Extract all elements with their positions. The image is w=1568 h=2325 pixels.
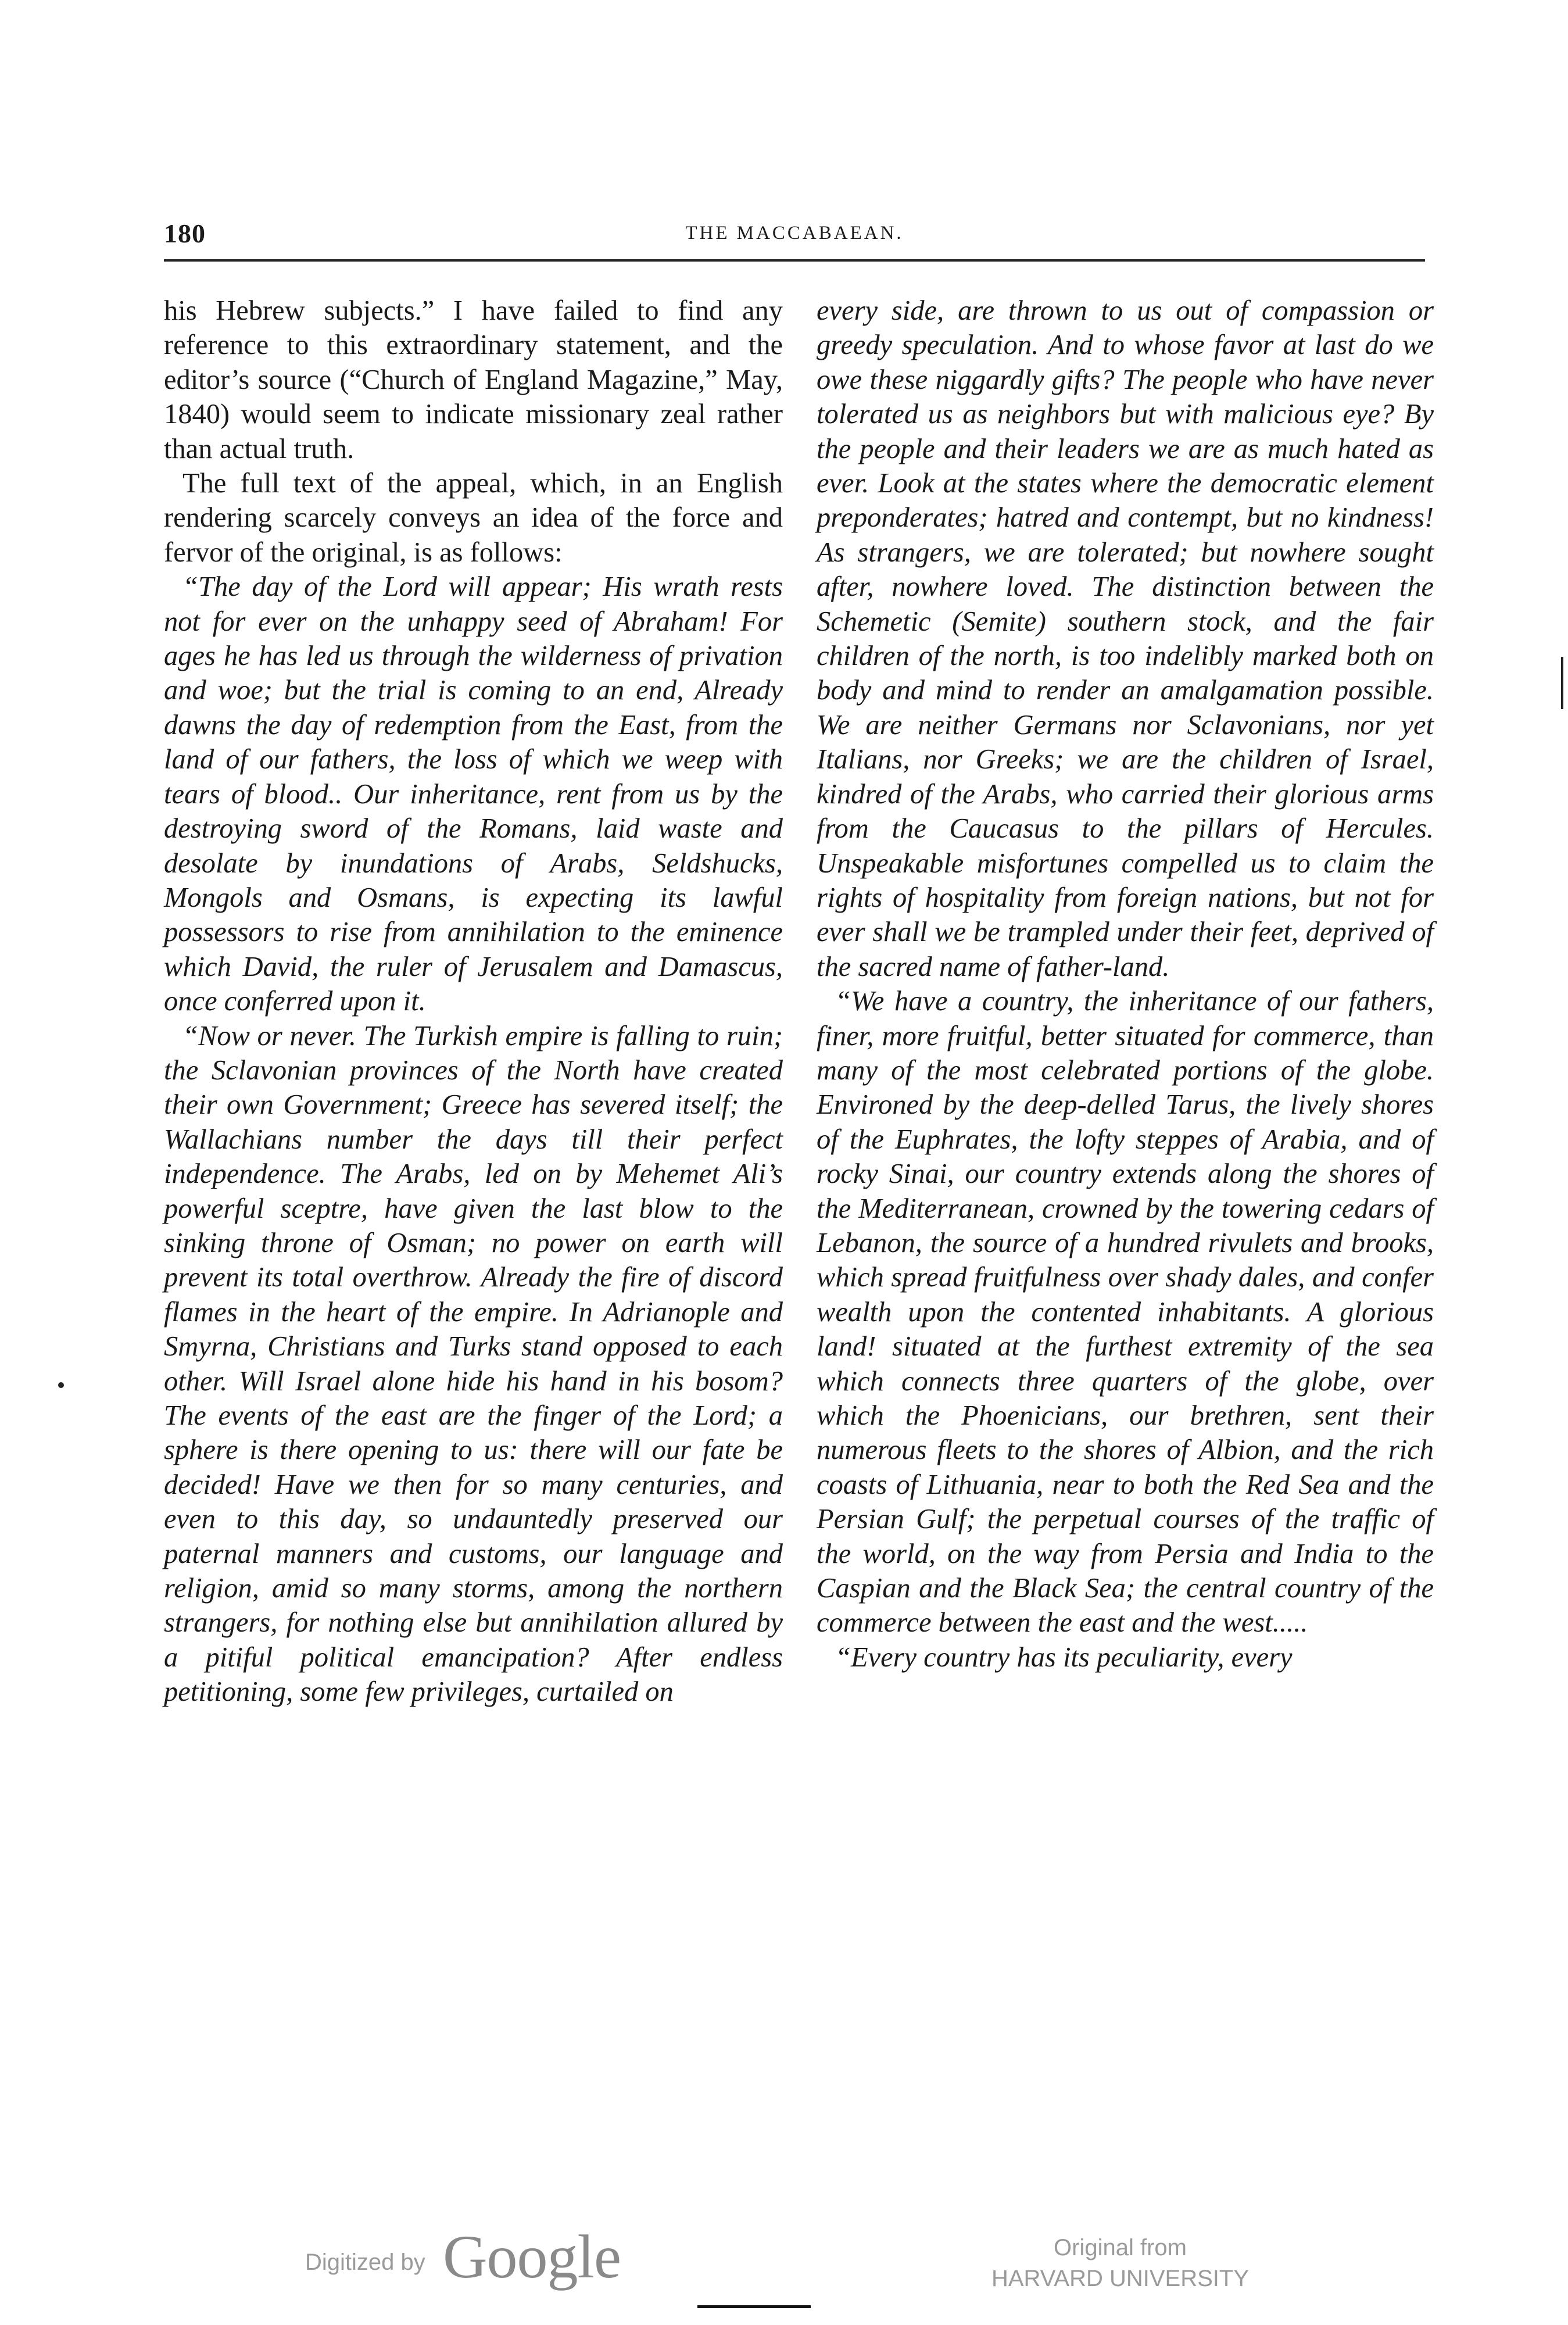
margin-dot [58, 1382, 64, 1388]
paragraph-appeal-intro: The full text of the appeal, which, in an English rendering scarcely conveys an idea of the force and fervor of the original, is as follows: [164, 468, 783, 568]
paragraph-hebrew-subjects: his Hebrew subjects.” I have failed to find any reference to this extraordinary statement, and the editor’s source (“Church of England Magazine,” May, 1840) would seem to indicate missionary zeal rather than actual truth. [164, 295, 783, 464]
header-rule [164, 259, 1425, 262]
institution-label: HARVARD UNIVERSITY [991, 2266, 1250, 2291]
paragraph-every-country: “Every country has its peculiarity, every [835, 1641, 1293, 1673]
paragraph-day-of-the-lord: “The day of the Lord will appear; His wrath rests not for ever on the unhappy seed of Abraham! For ages he has led us through the wilderness of privation and woe; but the trial is coming to an end, Already dawns the day of redemption from the East, from the land of our fathers, the loss of which we weep with tears of blood.. Our inheritance, rent from us by the destroying sword of the Romans, laid waste and desolate by inundations of Arabs, Seldshucks, Mongols and Osmans, is expecting its lawful possessors to rise from annihilation to the eminence which David, the ruler of Jerusalem and Damascus, once conferred upon it. [164, 571, 783, 1017]
paragraph-we-have-a-country: “We have a country, the inheritance of our fathers, finer, more fruitful, better situated for commerce, than many of the most celebrated portions of the globe. Environed by the deep-delled Tarus, the lively shores of the Euphrates, the lofty steppes of Arabia, and of rocky Sinai, our country extends along the shores of the Mediterranean, crowned by the towering cedars of Lebanon, the source of a hundred rivulets and brooks, which spread fruitfulness over shady dales, and confer wealth upon the contented inhabitants. A glorious land! situated at the furthest extremity of the sea which connects three quarters of the globe, over which the Phoenicians, our brethren, sent their numerous fleets to the shores of Albion, and the rich coasts of Lithuania, near to both the Red Sea and the Persian Gulf; the perpetual courses of the traffic of the world, on the way from Persia and India to the Caspian and the Black Sea; the central country of the commerce between the east and the west..... [817, 986, 1434, 1639]
right-column [817, 294, 1434, 1675]
paragraph-now-or-never: “Now or never. The Turkish empire is falling to ruin; the Sclavonian provinces of the North have created their own Government; Greece has severed itself; the Wallachians number the days till their perfect independence. The Arabs, led on by Mehemet Ali’s powerful sceptre, have given the last blow to the sinking throne of Osman; no power on earth will prevent its total overthrow. Already the fire of discord flames in the heart of the empire. In Adrianople and Smyrna, Christians and Turks stand opposed to each other. Will Israel alone hide his hand in his bosom? The events of the east are the finger of the Lord; a sphere is there opening to us: there will our fate be decided! Have we then for so many centuries, and even to this day, so undauntedly preserved our paternal manners and customs, our language and religion, amid so many storms, among the northern strangers, for nothing else but annihilation allured by a pitiful political emancipation? After endless petitioning, some few privileges, curtailed on [164, 1020, 783, 1708]
running-title: THE MACCABAEAN. [685, 223, 904, 244]
paragraph-thrown-to-us: every side, are thrown to us out of compassion or greedy speculation. And to whose favor at last do we owe these niggardly gifts? The people who have never tolerated us as neighbors but with malicious eye? By the people and their leaders we are as much hated as ever. Look at the states where the democratic element preponderates; hatred and contempt, but no kindness! As strangers, we are tolerated; but nowhere sought after, nowhere loved. The distinction between the Schemetic (Semite) southern stock, and the fair children of the north, is too indelibly marked both on body and mind to render an amalgamation possible. We are neither Germans nor Sclavonians, nor yet Italians, nor Greeks; we are the children of Israel, kindred of the Arabs, who carried their glorious arms from the Caucasus to the pillars of Hercules. Unspeakable misfortunes compelled us to claim the rights of hospitality from foreign nations, but not for ever shall we be trampled under their feet, deprived of the sacred name of father-land. [817, 295, 1434, 982]
original-from-label: Original from [1054, 2235, 1187, 2260]
google-logo: Google [443, 2223, 621, 2291]
scan-line [697, 2305, 811, 2308]
left-column [164, 294, 783, 1709]
digitized-by-label: Digitized by [305, 2249, 425, 2275]
page-number: 180 [164, 219, 206, 248]
page-header [164, 218, 1425, 253]
scan-edge-mark [1561, 657, 1563, 709]
